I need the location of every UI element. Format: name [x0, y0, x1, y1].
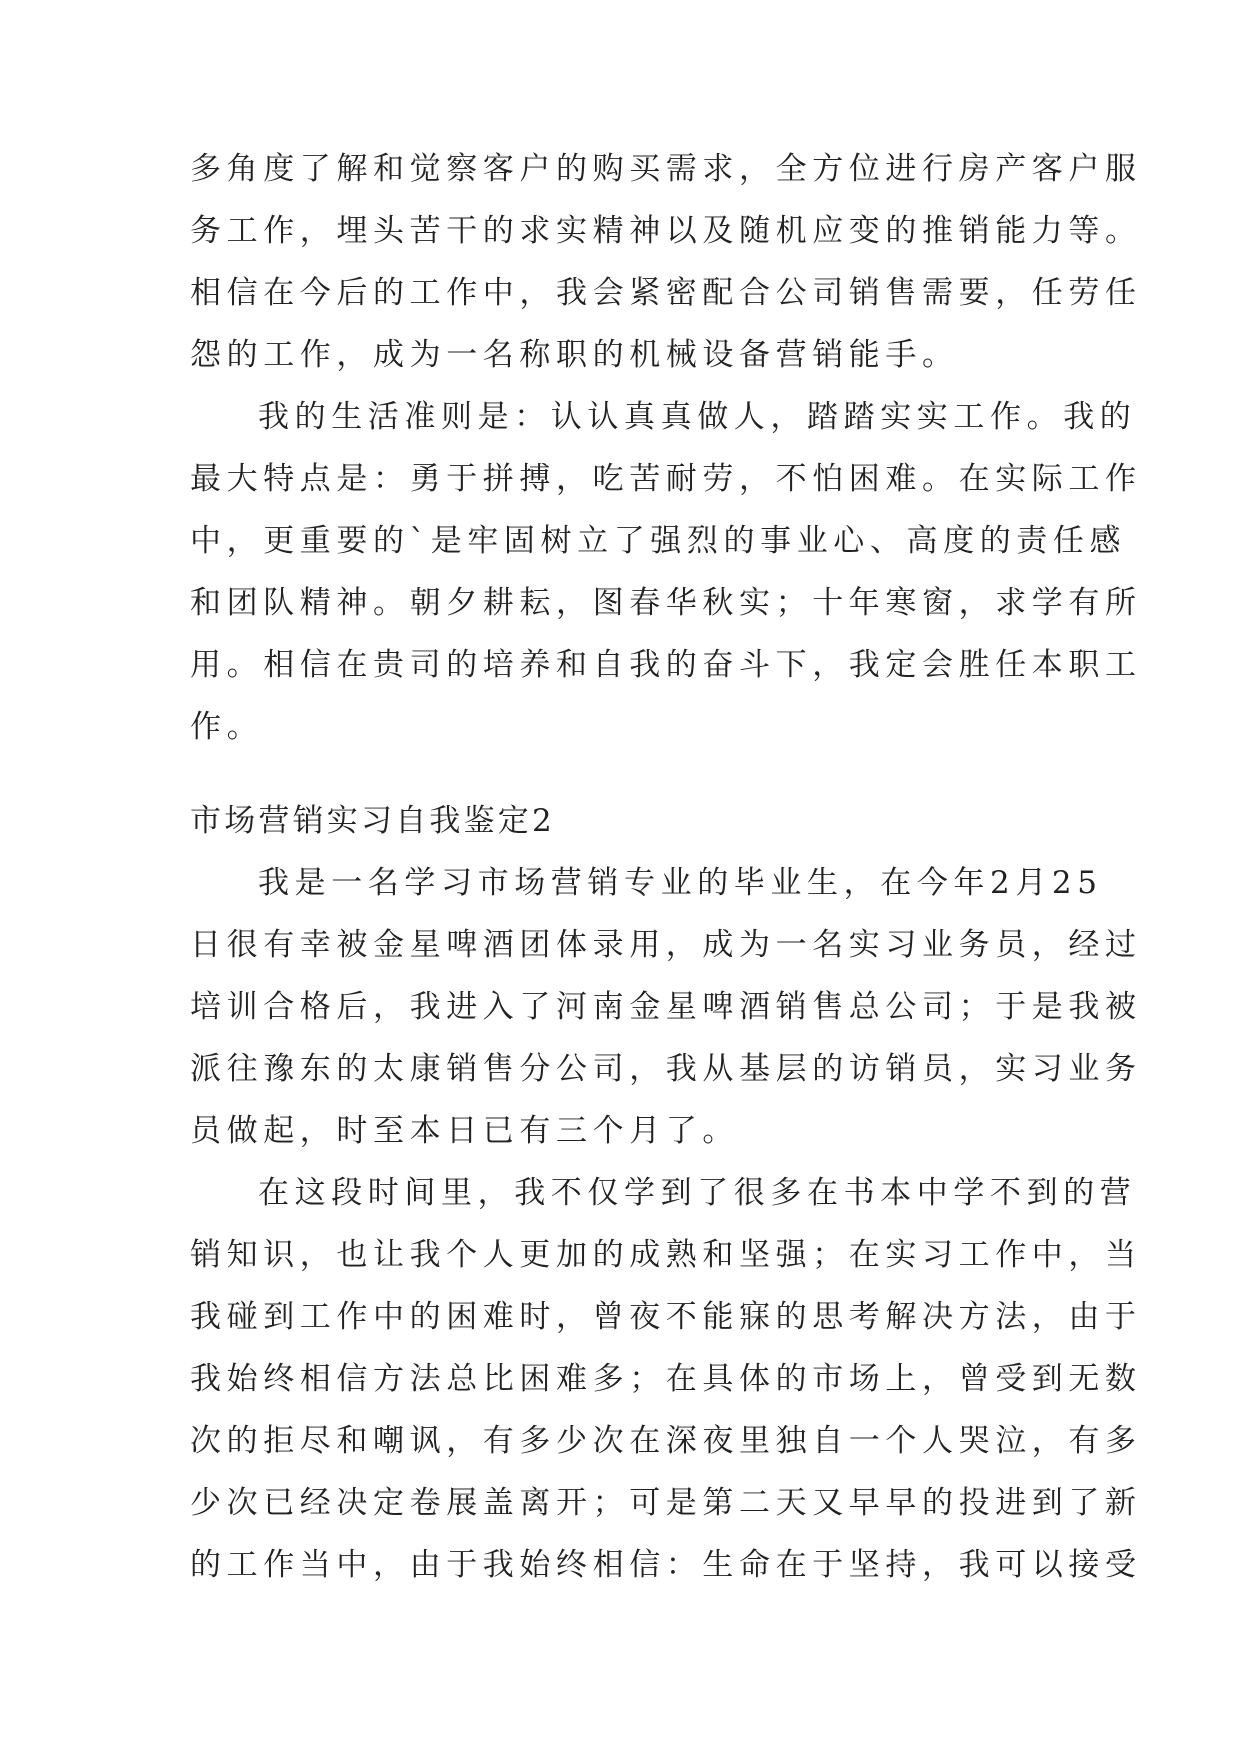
- text-line: 培训合格后，我进入了河南金星啤酒销售总公司；于是我被: [190, 989, 1142, 1025]
- text-line: 次的拒尽和嘲讽，有多少次在深夜里独自一个人哭泣，有多: [190, 1423, 1142, 1459]
- paragraph-first-line: 我的生活准则是：认认真真做人，踏踏实实工作。我的: [258, 399, 1137, 435]
- text-line: 的工作当中，由于我始终相信：生命在于坚持，我可以接受: [190, 1547, 1142, 1583]
- text-line: 日很有幸被金星啤酒团体录用，成为一名实习业务员，经过: [190, 927, 1142, 963]
- paragraph-first-line: 我是一名学习市场营销专业的毕业生，在今年2月25: [258, 865, 1103, 901]
- text-line: 中，更重要的`是牢固树立了强烈的事业心、高度的责任感: [190, 523, 1127, 559]
- text-line: 我始终相信方法总比困难多；在具体的市场上，曾受到无数: [190, 1361, 1142, 1397]
- text-line: 务工作，埋头苦干的求实精神以及随机应变的推销能力等。: [190, 213, 1142, 249]
- text-line: 我碰到工作中的困难时，曾夜不能寐的思考解决方法，由于: [190, 1299, 1142, 1335]
- text-line: 相信在今后的工作中，我会紧密配合公司销售需要，任劳任: [190, 275, 1142, 311]
- text-line: 怨的工作，成为一名称职的机械设备营销能手。: [190, 337, 959, 373]
- text-line: 少次已经决定卷展盖离开；可是第二天又早早的投进到了新: [190, 1485, 1142, 1521]
- text-line: 作。: [190, 709, 264, 745]
- text-line: 派往豫东的太康销售分公司，我从基层的访销员，实习业务: [190, 1051, 1142, 1087]
- text-line: 多角度了解和觉察客户的购买需求，全方位进行房产客户服: [190, 151, 1142, 187]
- text-line: 用。相信在贵司的培养和自我的奋斗下，我定会胜任本职工: [190, 647, 1142, 683]
- text-line: 最大特点是：勇于拼搏，吃苦耐劳，不怕困难。在实际工作: [190, 461, 1142, 497]
- text-line: 员做起，时至本日已有三个月了。: [190, 1113, 739, 1149]
- text-line: 销知识，也让我个人更加的成熟和坚强；在实习工作中，当: [190, 1237, 1142, 1273]
- paragraph-first-line: 在这段时间里，我不仅学到了很多在书本中学不到的营: [258, 1175, 1137, 1211]
- text-line: 和团队精神。朝夕耕耘，图春华秋实；十年寒窗，求学有所: [190, 585, 1142, 621]
- section-heading: 市场营销实习自我鉴定2: [190, 803, 555, 839]
